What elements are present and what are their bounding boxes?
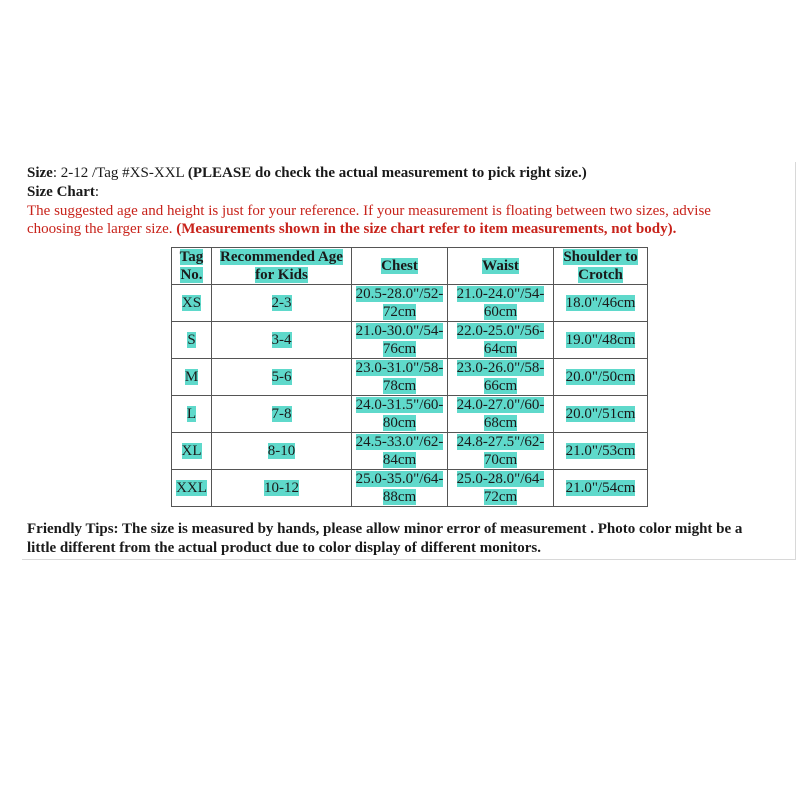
size-chart-label: Size Chart [27, 184, 95, 200]
cell-age: 7-8 [212, 396, 352, 433]
cell-chest: 24.5-33.0"/62- 84cm [352, 433, 448, 470]
cell-waist: 24.0-27.0"/60- 68cm [448, 396, 554, 433]
cell-shoulder: 20.0"/50cm [554, 359, 648, 396]
table-row [172, 285, 648, 322]
cell-age: 10-12 [212, 470, 352, 507]
header-age: Recommended Age for Kids [212, 248, 352, 285]
size-colon: : [52, 165, 57, 181]
cell-age: 5-6 [212, 359, 352, 396]
cell-shoulder: 21.0"/53cm [554, 433, 648, 470]
size-chart-heading [27, 183, 99, 201]
header-tag: Tag No. [172, 248, 212, 285]
cell-tag: S [172, 322, 212, 359]
header-chest: Chest [352, 248, 448, 285]
cell-waist: 22.0-25.0"/56- 64cm [448, 322, 554, 359]
size-range: 2-12 /Tag #XS-XXL [57, 165, 188, 181]
friendly-tips-line1: Friendly Tips: The size is measured by hands, please allow minor error of measurement . Photo color might be a [27, 521, 743, 537]
cell-shoulder: 21.0"/54cm [554, 470, 648, 507]
table-row [172, 322, 648, 359]
cell-tag: XL [172, 433, 212, 470]
cell-chest: 21.0-30.0"/54- 76cm [352, 322, 448, 359]
table-row [172, 359, 648, 396]
header-waist: Waist [448, 248, 554, 285]
cell-tag: L [172, 396, 212, 433]
cell-chest: 23.0-31.0"/58- 78cm [352, 359, 448, 396]
cell-tag: XS [172, 285, 212, 322]
size-chart-colon: : [94, 184, 100, 200]
cell-age: 8-10 [212, 433, 352, 470]
cell-chest: 25.0-35.0"/64- 88cm [352, 470, 448, 507]
size-line [27, 164, 587, 182]
table-row [172, 470, 648, 507]
cell-shoulder: 19.0"/48cm [554, 322, 648, 359]
table-header-row [172, 248, 648, 285]
cell-age: 2-3 [212, 285, 352, 322]
size-label: Size [27, 165, 53, 181]
table-row [172, 433, 648, 470]
size-note: (PLEASE do check the actual measurement to pick right size.) [187, 165, 587, 181]
header-shoulder: Shoulder to Crotch [554, 248, 648, 285]
cell-shoulder: 20.0"/51cm [554, 396, 648, 433]
reference-note-line1: The suggested age and height is just for your reference. If your measurement is floating between two sizes, advise [27, 203, 711, 219]
cell-age: 3-4 [212, 322, 352, 359]
cell-chest: 24.0-31.5"/60- 80cm [352, 396, 448, 433]
cell-shoulder: 18.0"/46cm [554, 285, 648, 322]
table-row [172, 396, 648, 433]
cell-waist: 21.0-24.0"/54- 60cm [448, 285, 554, 322]
cell-waist: 23.0-26.0"/58- 66cm [448, 359, 554, 396]
cell-tag: M [172, 359, 212, 396]
cell-chest: 20.5-28.0"/52- 72cm [352, 285, 448, 322]
cell-waist: 24.8-27.5"/62- 70cm [448, 433, 554, 470]
size-info-document [22, 162, 796, 560]
size-chart-table [171, 247, 648, 507]
reference-note-bold: (Measurements shown in the size chart refer to item measurements, not body). [176, 221, 677, 237]
friendly-tips-line2: little different from the actual product due to color display of different monitors. [27, 540, 541, 556]
reference-note-plain: choosing the larger size. [27, 221, 177, 237]
reference-note-line2 [27, 220, 676, 238]
cell-waist: 25.0-28.0"/64- 72cm [448, 470, 554, 507]
cell-tag: XXL [172, 470, 212, 507]
